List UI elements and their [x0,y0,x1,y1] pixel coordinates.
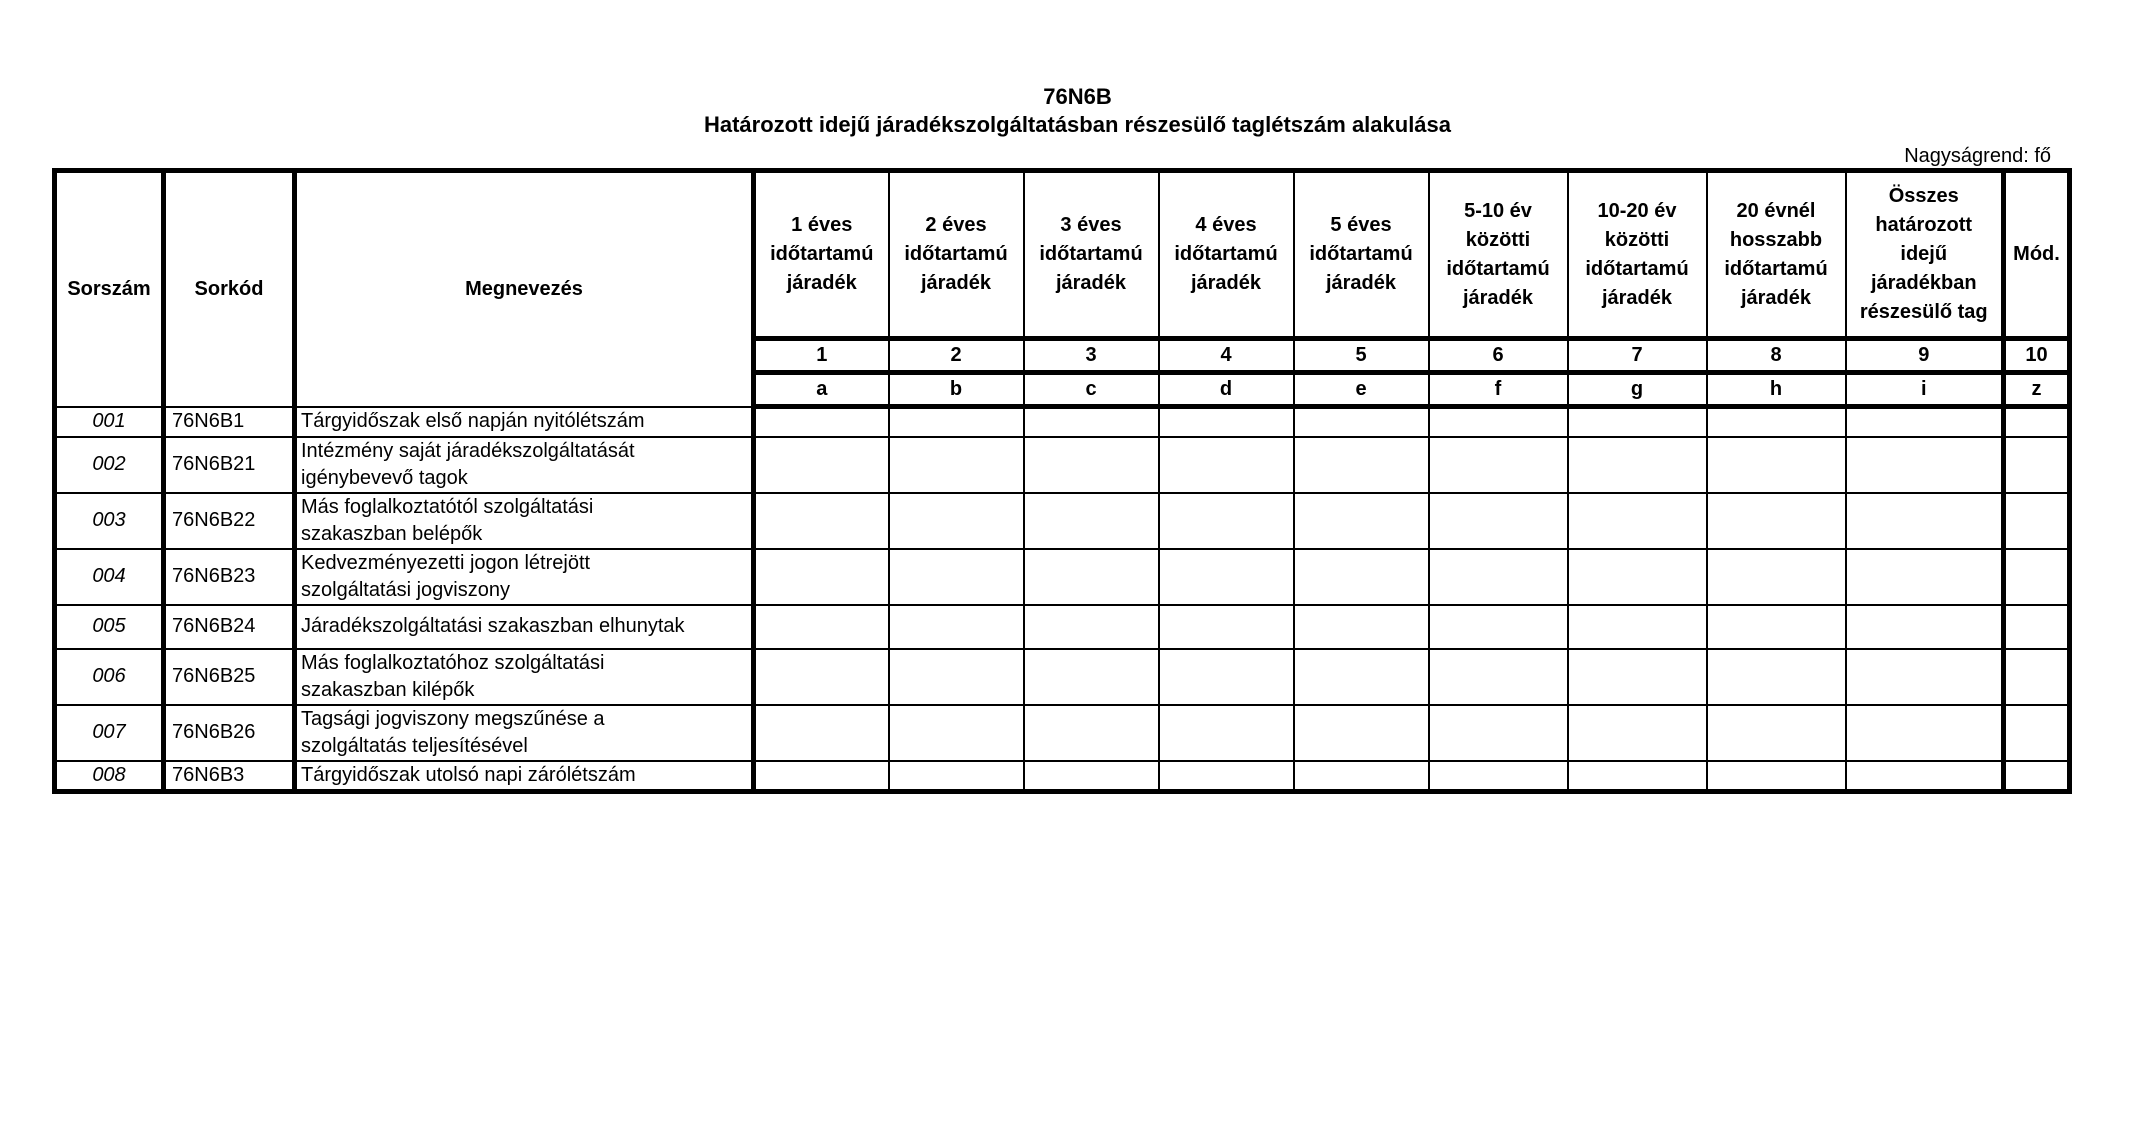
input-cell-b[interactable] [889,407,1024,437]
input-cell-h[interactable] [1707,705,1846,761]
table-row [55,705,2070,761]
row-megnevezes-line: Kedvezményezetti jogon létrejött [301,551,591,574]
column-header-line: 3 éves [1060,214,1122,236]
column-header-line: 2 éves [925,214,987,236]
input-cell-g[interactable] [1568,605,1707,649]
input-cell-z[interactable] [2004,605,2070,649]
table-row [55,761,2070,792]
table-row [55,649,2070,705]
input-cell-i[interactable] [1846,549,2004,605]
input-cell-e[interactable] [1294,605,1429,649]
column-header-line: Mód. [2013,243,2060,265]
input-cell-g[interactable] [1568,705,1707,761]
column-number: 10 [2004,339,2070,373]
input-cell-g[interactable] [1568,649,1707,705]
column-number: 8 [1707,339,1846,373]
column-letter: b [889,373,1024,407]
column-header-line: járadék [1325,272,1397,294]
input-cell-b[interactable] [889,705,1024,761]
data-table [52,168,2072,794]
input-cell-d[interactable] [1159,605,1294,649]
input-cell-h[interactable] [1707,761,1846,792]
column-header-line: idejű [1900,243,1948,265]
input-cell-i[interactable] [1846,493,2004,549]
column-header-10 [2004,171,2070,339]
input-cell-f[interactable] [1429,761,1568,792]
unit-label: Nagyságrend: fő [1904,145,2051,167]
column-header-7 [1568,171,1707,339]
column-number: 9 [1846,339,2004,373]
input-cell-d[interactable] [1159,407,1294,437]
column-header-line: időtartamú [1446,257,1550,280]
input-cell-h[interactable] [1707,649,1846,705]
input-cell-f[interactable] [1429,407,1568,437]
input-cell-b[interactable] [889,649,1024,705]
column-header-line: időtartamú [1724,257,1828,280]
input-cell-i[interactable] [1846,761,2004,792]
row-megnevezes-line: szakaszban belépők [301,522,483,545]
input-cell-z[interactable] [2004,493,2070,549]
input-cell-c[interactable] [1024,549,1159,605]
input-cell-e[interactable] [1294,649,1429,705]
header-megnevezes: Megnevezés [295,171,754,407]
row-sorszam: 006 [55,649,164,705]
column-header-3 [1024,171,1159,339]
input-cell-e[interactable] [1294,493,1429,549]
input-cell-e[interactable] [1294,761,1429,792]
row-sorkod: 76N6B25 [164,649,295,705]
input-cell-c[interactable] [1024,705,1159,761]
column-header-line: határozott [1875,214,1973,236]
input-cell-i[interactable] [1846,705,2004,761]
table-row [55,437,2070,493]
column-header-6 [1429,171,1568,339]
row-sorszam: 008 [55,761,164,792]
row-sorkod: 76N6B23 [164,549,295,605]
row-megnevezes [295,493,754,549]
input-cell-f[interactable] [1429,493,1568,549]
column-header-line: 10-20 év [1597,199,1677,222]
input-cell-g[interactable] [1568,761,1707,792]
column-header-line: időtartamú [1174,243,1278,265]
form-code: 76N6B [1043,84,1112,109]
input-cell-i[interactable] [1846,407,2004,437]
column-number: 3 [1024,339,1159,373]
column-number: 6 [1429,339,1568,373]
row-sorszam: 001 [55,407,164,437]
column-letter: a [754,373,889,407]
column-header-line: közötti [1465,228,1531,251]
input-cell-a[interactable] [754,605,889,649]
input-cell-h[interactable] [1707,605,1846,649]
column-header-line: 5 éves [1330,214,1392,236]
row-megnevezes-line: szolgáltatás teljesítésével [301,734,528,757]
input-cell-f[interactable] [1429,705,1568,761]
row-megnevezes-line: Tárgyidőszak utolsó napi zárólétszám [301,763,636,786]
column-header-line: 4 éves [1195,214,1257,236]
row-sorkod: 76N6B24 [164,605,295,649]
input-cell-f[interactable] [1429,549,1568,605]
row-megnevezes-line: Tagsági jogviszony megszűnése a [301,707,605,730]
column-letter: z [2004,373,2070,407]
input-cell-d[interactable] [1159,761,1294,792]
input-cell-a[interactable] [754,705,889,761]
column-letter: e [1294,373,1429,407]
column-header-line: Összes [1888,185,1959,207]
column-header-line: időtartamú [1585,257,1689,280]
input-cell-g[interactable] [1568,437,1707,493]
row-megnevezes [295,437,754,493]
input-cell-a[interactable] [754,437,889,493]
column-header-line: járadék [1190,272,1262,294]
input-cell-a[interactable] [754,549,889,605]
table-row [55,493,2070,549]
input-cell-g[interactable] [1568,493,1707,549]
column-header-line: járadékban [1870,272,1977,294]
row-megnevezes [295,605,754,649]
input-cell-b[interactable] [889,437,1024,493]
input-cell-e[interactable] [1294,549,1429,605]
column-header-line: részesülő tag [1859,301,1988,323]
input-cell-a[interactable] [754,761,889,792]
column-header-line: 5-10 év [1464,199,1532,222]
input-cell-d[interactable] [1159,549,1294,605]
column-header-line: járadék [1601,286,1673,309]
column-number: 5 [1294,339,1429,373]
row-megnevezes [295,407,754,437]
row-megnevezes-line: Más foglalkoztatóhoz szolgáltatási [301,651,605,674]
row-megnevezes-line: Tárgyidőszak első napján nyitólétszám [301,410,645,432]
row-sorkod: 76N6B3 [164,761,295,792]
input-cell-b[interactable] [889,761,1024,792]
column-header-line: időtartamú [770,243,874,265]
column-header-line: járadék [920,272,992,294]
column-header-8 [1707,171,1846,339]
column-number: 4 [1159,339,1294,373]
column-header-line: időtartamú [1039,243,1143,265]
input-cell-b[interactable] [889,493,1024,549]
row-megnevezes-line: igénybevevő tagok [301,466,468,489]
column-letter: h [1707,373,1846,407]
table-row [55,605,2070,649]
input-cell-z[interactable] [2004,437,2070,493]
input-cell-f[interactable] [1429,649,1568,705]
row-megnevezes [295,761,754,792]
input-cell-c[interactable] [1024,437,1159,493]
input-cell-b[interactable] [889,549,1024,605]
column-header-line: járadék [1462,286,1534,309]
input-cell-i[interactable] [1846,605,2004,649]
table-row [55,407,2070,437]
input-cell-e[interactable] [1294,407,1429,437]
column-header-line: időtartamú [1309,243,1413,265]
column-header-9 [1846,171,2004,339]
row-sorszam: 004 [55,549,164,605]
row-megnevezes [295,549,754,605]
input-cell-d[interactable] [1159,649,1294,705]
input-cell-g[interactable] [1568,549,1707,605]
input-cell-f[interactable] [1429,437,1568,493]
column-header-line: hosszabb [1729,228,1823,251]
column-letter: d [1159,373,1294,407]
input-cell-z[interactable] [2004,549,2070,605]
column-header-1 [754,171,889,339]
input-cell-c[interactable] [1024,649,1159,705]
input-cell-c[interactable] [1024,407,1159,437]
table-row [55,549,2070,605]
input-cell-a[interactable] [754,493,889,549]
input-cell-e[interactable] [1294,705,1429,761]
input-cell-c[interactable] [1024,605,1159,649]
column-letter: f [1429,373,1568,407]
input-cell-a[interactable] [754,649,889,705]
column-number: 2 [889,339,1024,373]
column-header-5 [1294,171,1429,339]
input-cell-z[interactable] [2004,705,2070,761]
row-megnevezes-line: Más foglalkoztatótól szolgáltatási [301,495,594,518]
table-body [55,407,2070,792]
column-header-line: járadék [786,272,857,294]
input-cell-h[interactable] [1707,407,1846,437]
form-title: Határozott idejű járadékszolgáltatásban részesülő taglétszám alakulása [703,112,1452,137]
input-cell-h[interactable] [1707,549,1846,605]
input-cell-b[interactable] [889,605,1024,649]
column-header-line: 20 évnél [1736,199,1816,222]
column-header-line: 1 éves [791,214,853,236]
input-cell-c[interactable] [1024,761,1159,792]
input-cell-h[interactable] [1707,493,1846,549]
row-megnevezes-line: Intézmény saját járadékszolgáltatását [301,439,635,462]
row-sorkod: 76N6B22 [164,493,295,549]
column-header-2 [889,171,1024,339]
input-cell-h[interactable] [1707,437,1846,493]
row-sorszam: 003 [55,493,164,549]
input-cell-i[interactable] [1846,649,2004,705]
column-header-line: közötti [1604,228,1670,251]
row-megnevezes-line: szolgáltatási jogviszony [301,578,510,601]
input-cell-d[interactable] [1159,705,1294,761]
column-number: 7 [1568,339,1707,373]
row-megnevezes-line: szakaszban kilépők [301,678,475,701]
table-header [55,171,2070,407]
column-header-4 [1159,171,1294,339]
row-sorkod: 76N6B21 [164,437,295,493]
row-megnevezes [295,705,754,761]
input-cell-e[interactable] [1294,437,1429,493]
input-cell-z[interactable] [2004,407,2070,437]
input-cell-i[interactable] [1846,437,2004,493]
column-letter: c [1024,373,1159,407]
input-cell-d[interactable] [1159,493,1294,549]
row-sorszam: 007 [55,705,164,761]
row-megnevezes [295,649,754,705]
row-megnevezes-line: Járadékszolgáltatási szakaszban elhunytak [301,615,685,637]
row-sorkod: 76N6B26 [164,705,295,761]
input-cell-f[interactable] [1429,605,1568,649]
column-letter: g [1568,373,1707,407]
input-cell-g[interactable] [1568,407,1707,437]
column-header-line: járadék [1740,286,1812,309]
column-header-line: járadék [1055,272,1127,294]
header-sorszam: Sorszám [55,171,164,407]
header-sorkod: Sorkód [164,171,295,407]
row-sorkod: 76N6B1 [164,407,295,437]
input-cell-d[interactable] [1159,437,1294,493]
input-cell-z[interactable] [2004,649,2070,705]
column-header-line: időtartamú [904,243,1008,265]
row-sorszam: 005 [55,605,164,649]
row-sorszam: 002 [55,437,164,493]
column-number: 1 [754,339,889,373]
input-cell-c[interactable] [1024,493,1159,549]
column-letter: i [1846,373,2004,407]
input-cell-z[interactable] [2004,761,2070,792]
input-cell-a[interactable] [754,407,889,437]
